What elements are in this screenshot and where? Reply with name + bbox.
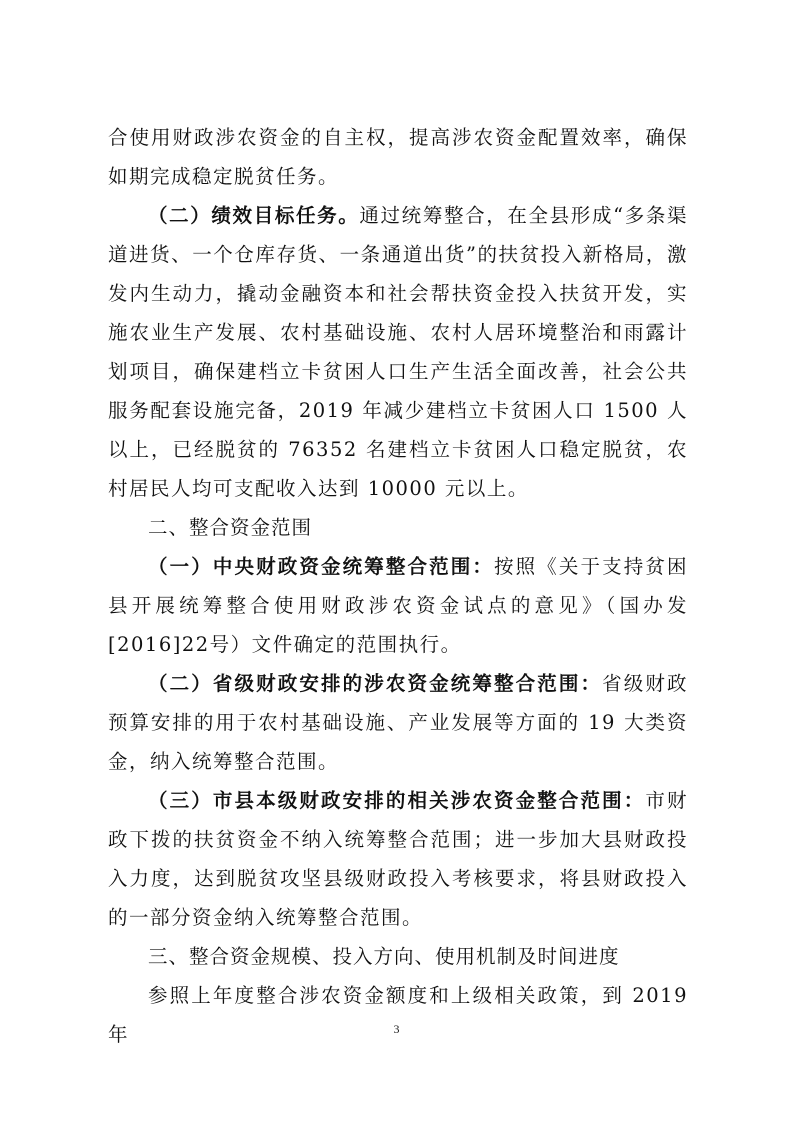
body-text: [108, 118, 688, 1054]
paragraph-provincial-funds: [108, 664, 688, 781]
paragraph-continuation: 合使用财政涉农资金的自主权，提高涉农资金配置效率，确保如期完成稳定脱贫任务。: [108, 126, 688, 188]
paragraph-county-funds: [108, 781, 688, 937]
paragraph-central-funds-body: 按照《关于支持贫困县开展统筹整合使用财政涉农资金试点的意见》（国办发[2016]22号）文件确定的范围执行。: [108, 555, 688, 656]
subheading-provincial-funds: （二）省级财政安排的涉农资金统筹整合范围：: [148, 672, 603, 695]
section-heading-fund-scale: 三、整合资金规模、投入方向、使用机制及时间进度: [148, 945, 620, 968]
subheading-central-funds: （一）中央财政资金统筹整合范围：: [148, 555, 494, 578]
paragraph-central-funds: [108, 547, 688, 664]
paragraph-performance-goals-body: 通过统筹整合，在全县形成“多条渠道进货、一个仓库存货、一条通道出货”的扶贫投入新格局，激发内生动力，撬动金融资本和社会帮扶资金投入扶贫开发，实施农业生产发展、农村基础设施、农村人居环境整治和雨露计划项目，确保建档立卡贫困人口生产生活全面改善，社会公共服务配套设施完备，2019 年减少建档立卡贫困人口 1500 人以上，已经脱贫的 76352 名建档立卡贫困人口稳定脱贫，农村居民人均可支配收入达到 10000 元以上。: [108, 204, 688, 500]
paragraph-county-funds-body: 市财政下拨的扶贫资金不纳入统筹整合范围；进一步加大县财政投入力度，达到脱贫攻坚县级财政投入考核要求，将县财政投入的一部分资金纳入统筹整合范围。: [108, 789, 688, 929]
paragraph-performance-goals: [108, 196, 688, 508]
page-number: 3: [393, 1022, 400, 1036]
section-heading-fund-scope: 二、整合资金范围: [148, 516, 313, 539]
subheading-performance-goals: （二）绩效目标任务。: [148, 204, 360, 227]
paragraph-fund-scale: 参照上年度整合涉农资金额度和上级相关政策，到 2019 年: [108, 984, 688, 1046]
paragraph-provincial-funds-body: 省级财政预算安排的用于农村基础设施、产业发展等方面的 19 大类资金，纳入统筹整合范围。: [108, 672, 688, 773]
subheading-county-funds: （三）市县本级财政安排的相关涉农资金整合范围：: [148, 789, 646, 812]
